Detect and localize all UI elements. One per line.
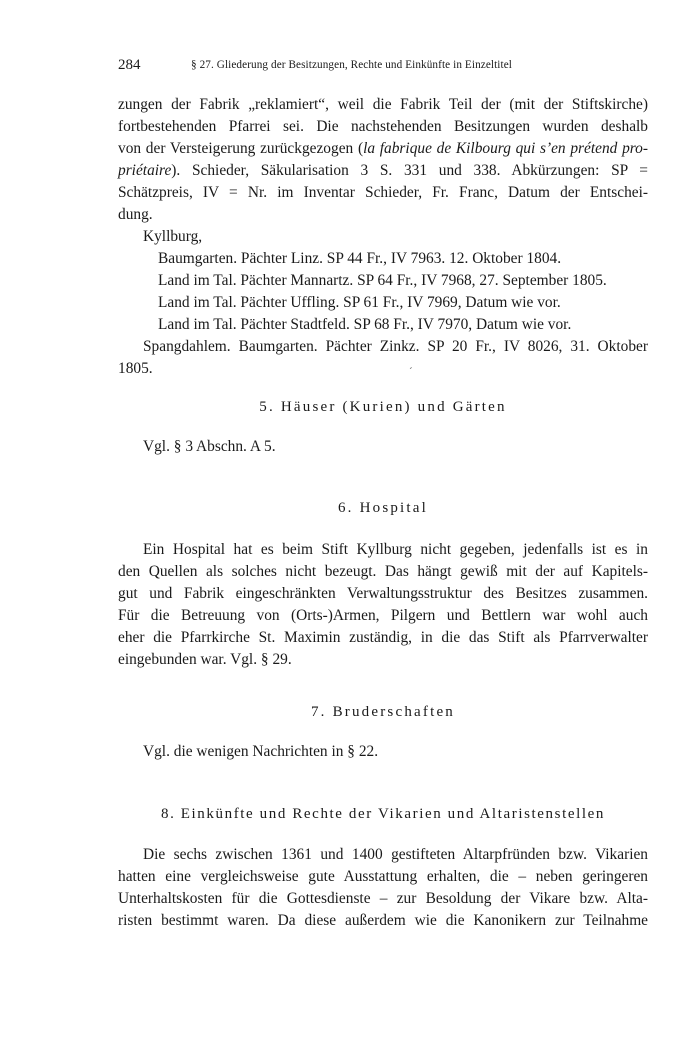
section-6-line: eher die Pfarrkirche St. Maximin zuständig, in die das Stift als Pfarrverwalter xyxy=(118,629,648,646)
list-item: Land im Tal. Pächter Uffling. SP 61 Fr., IV 7969, Datum wie vor. xyxy=(158,294,561,311)
list-item: Baumgarten. Pächter Linz. SP 44 Fr., IV 7963. 12. Oktober 1804. xyxy=(158,250,562,267)
place-spangdahlem: Spangdahlem. Baumgarten. Pächter Zinkz. SP 20 Fr., IV 8026, 31. Oktober xyxy=(143,338,648,355)
running-head xyxy=(118,57,648,77)
list-item: Land im Tal. Pächter Mannartz. SP 64 Fr., IV 7968, 27. September 1805. xyxy=(158,272,607,289)
section-6-line: Ein Hospital hat es beim Stift Kyllburg nicht gegeben, jedenfalls ist es in xyxy=(143,541,648,558)
place-spangdahlem-cont: 1805. xyxy=(118,360,153,377)
section-6-line: Für die Betreuung von (Orts-)Armen, Pilgern und Bettlern war wohl auch xyxy=(118,607,648,624)
intro-line-4-text: ). Schieder, Säkularisation 3 S. 331 und 338. Abkürzungen: SP = xyxy=(171,162,648,179)
section-6-heading: 6. Hospital xyxy=(337,500,429,516)
intro-line-6: dung. xyxy=(118,206,153,223)
section-8-line: Die sechs zwischen 1361 und 1400 gestifteten Altarpfründen bzw. Vikarien xyxy=(143,846,648,863)
intro-line-3 xyxy=(118,139,648,159)
page-number: 284 xyxy=(118,57,141,73)
intro-line-2: fortbestehenden Pfarrei sei. Die nachstehenden Besitzungen wurden deshalb xyxy=(118,118,648,135)
section-8-line: risten bestimmt waren. Da diese außerdem wie die Kanonikern zur Teilnahme xyxy=(118,912,648,929)
running-head-title: § 27. Gliederung der Besitzungen, Rechte und Einkünfte in Einzeltitel xyxy=(191,59,512,71)
section-7-heading: 7. Bruderschaften xyxy=(310,704,456,720)
intro-line-5: Schätzpreis, IV = Nr. im Inventar Schieder, Fr. Franc, Datum der Entschei- xyxy=(118,184,648,201)
section-8-line: Unterhaltskosten für die Gottesdienste – zur Besoldung der Vikare bzw. Alta- xyxy=(118,890,648,907)
intro-line-4 xyxy=(118,161,648,181)
section-8-line: hatten eine vergleichsweise gute Ausstattung erhalten, die – neben geringeren xyxy=(118,868,648,885)
section-5-heading: 5. Häuser (Kurien) und Gärten xyxy=(259,399,507,415)
intro-line-1: zungen der Fabrik „reklamiert“, weil die Fabrik Teil der (mit der Stiftskirche) xyxy=(118,96,648,113)
intro-quote-italic: la fabrique de Kilbourg qui s’en prétend pro- xyxy=(363,140,649,157)
section-6-line: den Quellen als solches nicht bezeugt. Das hängt gewiß mit der auf Kapitels- xyxy=(118,563,648,580)
intro-quote-italic-end: priétaire xyxy=(118,162,172,179)
stray-mark: ˊ xyxy=(409,366,413,378)
place-kyllburg: Kyllburg, xyxy=(143,228,203,245)
section-8-heading: 8. Einkünfte und Rechte der Vikarien und Altaristenstellen xyxy=(160,806,606,822)
section-5-text: Vgl. § 3 Abschn. A 5. xyxy=(143,438,276,455)
section-7-text: Vgl. die wenigen Nachrichten in § 22. xyxy=(143,743,379,760)
intro-line-3-text: von der Versteigerung zurückgezogen ( xyxy=(118,140,364,157)
list-item: Land im Tal. Pächter Stadtfeld. SP 68 Fr., IV 7970, Datum wie vor. xyxy=(158,316,572,333)
section-6-line: eingebunden war. Vgl. § 29. xyxy=(118,651,292,668)
section-6-line: gut und Fabrik eingeschränkten Verwaltungsstruktur des Besitzes zusammen. xyxy=(118,585,648,602)
